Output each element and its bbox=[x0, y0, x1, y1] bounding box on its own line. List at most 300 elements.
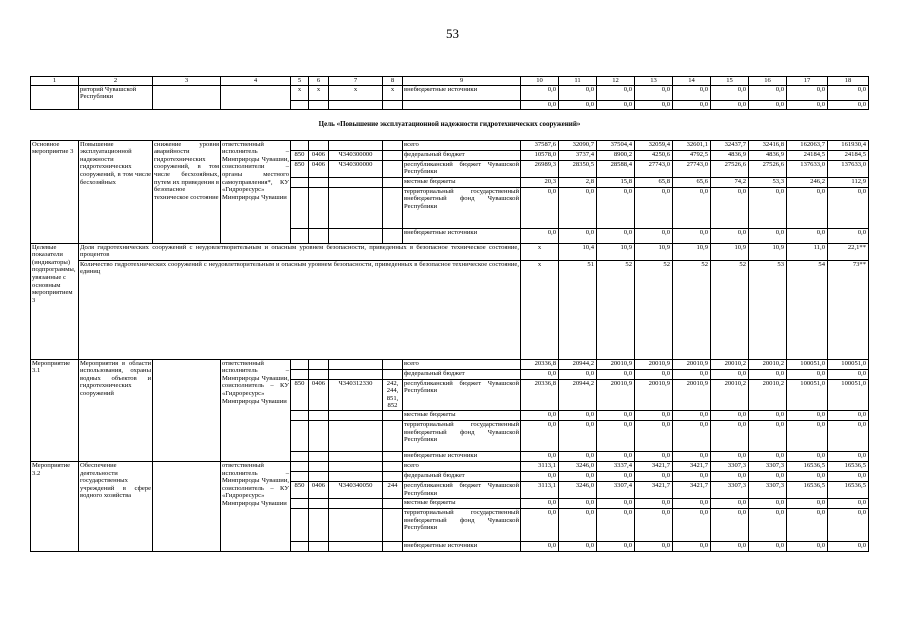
table-cell bbox=[329, 498, 383, 508]
table-cell bbox=[329, 471, 383, 481]
table-cell: Ч340340050 bbox=[329, 481, 383, 498]
value-cell: 2,8 bbox=[559, 177, 597, 187]
value-cell: 0,0 bbox=[559, 451, 597, 461]
value-cell: 100051,0 bbox=[787, 379, 828, 410]
value-cell: 0,0 bbox=[828, 85, 869, 100]
table-cell bbox=[309, 187, 329, 228]
value-cell: 0,0 bbox=[673, 369, 711, 379]
value-cell: 16536,5 bbox=[828, 481, 869, 498]
table-cell bbox=[153, 85, 221, 109]
value-cell: 52 bbox=[711, 260, 749, 359]
funding-source: внебюджетные источники bbox=[403, 85, 521, 100]
value-cell: 0,0 bbox=[597, 508, 635, 541]
value-cell: 54 bbox=[787, 260, 828, 359]
table-cell bbox=[329, 359, 383, 369]
event-executor: ответственный исполнитель – Минприроды Чувашии, соисполнители – органы местного самоуправления*, КУ «Гидроресурс» Минприроды Чувашии bbox=[221, 140, 291, 243]
table-cell bbox=[329, 140, 383, 150]
value-cell: 0,0 bbox=[521, 85, 559, 100]
value-cell: 0,0 bbox=[711, 451, 749, 461]
table-cell bbox=[329, 100, 383, 109]
value-cell: 0,0 bbox=[635, 228, 673, 243]
event-name: Повышение эксплуатационной надежности гидротехнических сооружений, в том числе бесхозяйных bbox=[79, 140, 153, 243]
value-cell: 0,0 bbox=[521, 451, 559, 461]
value-cell: 0,0 bbox=[787, 85, 828, 100]
value-cell: 0,0 bbox=[711, 100, 749, 109]
value-cell: 32601,1 bbox=[673, 140, 711, 150]
value-cell: 0,0 bbox=[635, 451, 673, 461]
value-cell: 0,0 bbox=[559, 541, 597, 551]
value-cell: 51 bbox=[559, 260, 597, 359]
table-cell bbox=[329, 420, 383, 451]
value-cell: 0,0 bbox=[673, 508, 711, 541]
table-cell bbox=[383, 410, 403, 420]
event-label: Мероприятие 3.2 bbox=[31, 461, 79, 551]
table-cell: х bbox=[291, 85, 309, 100]
table-cell: 850 bbox=[291, 160, 309, 177]
value-cell: 0,0 bbox=[749, 410, 787, 420]
table-cell: Ч340312330 bbox=[329, 379, 383, 410]
table-cell bbox=[383, 177, 403, 187]
table-cell bbox=[309, 228, 329, 243]
value-cell: 0,0 bbox=[635, 420, 673, 451]
event-name: риторий Чувашской Республики bbox=[79, 85, 153, 109]
column-number: 9 bbox=[403, 77, 521, 86]
funding-source: федеральный бюджет bbox=[403, 369, 521, 379]
table-cell bbox=[291, 498, 309, 508]
value-cell: 0,0 bbox=[559, 420, 597, 451]
value-cell: 0,0 bbox=[828, 541, 869, 551]
table-cell: 850 bbox=[291, 481, 309, 498]
funding-source: территориальный государственный внебюджетный фонд Чувашской Республики bbox=[403, 508, 521, 541]
table-cell bbox=[383, 498, 403, 508]
value-cell: 3421,7 bbox=[673, 461, 711, 471]
value-cell: 0,0 bbox=[597, 410, 635, 420]
value-cell: 10,9 bbox=[597, 243, 635, 260]
page-number: 53 bbox=[446, 26, 459, 41]
value-cell: 0,0 bbox=[673, 498, 711, 508]
table-row bbox=[31, 140, 869, 150]
funding-source: местные бюджеты bbox=[403, 410, 521, 420]
value-cell: 0,0 bbox=[635, 187, 673, 228]
value-cell: 0,0 bbox=[635, 498, 673, 508]
value-cell: 10,9 bbox=[749, 243, 787, 260]
table-cell bbox=[309, 461, 329, 471]
value-cell: 16536,5 bbox=[787, 461, 828, 471]
column-number: 6 bbox=[309, 77, 329, 86]
value-cell: 3421,7 bbox=[635, 481, 673, 498]
value-cell: 24184,5 bbox=[828, 150, 869, 160]
value-cell: 0,0 bbox=[787, 541, 828, 551]
value-cell: 0,0 bbox=[711, 541, 749, 551]
table-cell bbox=[291, 508, 309, 541]
column-number: 15 bbox=[711, 77, 749, 86]
value-cell: 3246,0 bbox=[559, 461, 597, 471]
value-cell: 10,9 bbox=[711, 243, 749, 260]
value-cell: 28350,5 bbox=[559, 160, 597, 177]
value-cell: 0,0 bbox=[749, 100, 787, 109]
table-cell bbox=[291, 541, 309, 551]
table-cell bbox=[221, 85, 291, 109]
table-cell bbox=[383, 140, 403, 150]
table-cell bbox=[291, 451, 309, 461]
value-cell: 10,9 bbox=[635, 243, 673, 260]
value-cell: 3421,7 bbox=[673, 481, 711, 498]
table-cell bbox=[329, 410, 383, 420]
table-cell bbox=[309, 420, 329, 451]
value-cell: 0,0 bbox=[749, 471, 787, 481]
value-cell: 0,0 bbox=[559, 498, 597, 508]
value-cell: 161930,4 bbox=[828, 140, 869, 150]
value-cell: 3421,7 bbox=[635, 461, 673, 471]
value-cell: 3307,3 bbox=[711, 461, 749, 471]
value-cell: 0,0 bbox=[521, 471, 559, 481]
value-cell: 20010,9 bbox=[673, 379, 711, 410]
column-number: 5 bbox=[291, 77, 309, 86]
table-cell bbox=[383, 100, 403, 109]
table-cell: х bbox=[329, 85, 383, 100]
value-cell: 52 bbox=[673, 260, 711, 359]
value-cell: 27526,6 bbox=[749, 160, 787, 177]
funding-source: местные бюджеты bbox=[403, 498, 521, 508]
value-cell: 20336,8 bbox=[521, 379, 559, 410]
table-cell: 850 bbox=[291, 379, 309, 410]
funding-source: территориальный государственный внебюджетный фонд Чувашской Республики bbox=[403, 187, 521, 228]
value-cell: 37504,4 bbox=[597, 140, 635, 150]
value-cell: 3113,1 bbox=[521, 481, 559, 498]
value-cell: 0,0 bbox=[635, 471, 673, 481]
value-cell: 0,0 bbox=[635, 100, 673, 109]
table-cell bbox=[383, 420, 403, 451]
table-cell: х bbox=[309, 85, 329, 100]
value-cell: 0,0 bbox=[673, 541, 711, 551]
program-table bbox=[30, 76, 869, 552]
column-number: 4 bbox=[221, 77, 291, 86]
value-cell: 0,0 bbox=[711, 410, 749, 420]
table-cell bbox=[383, 471, 403, 481]
value-cell: 0,0 bbox=[521, 187, 559, 228]
value-cell: 4836,9 bbox=[749, 150, 787, 160]
value-cell: 0,0 bbox=[635, 541, 673, 551]
value-cell: 0,0 bbox=[711, 85, 749, 100]
table-cell bbox=[383, 461, 403, 471]
value-cell: 0,0 bbox=[597, 228, 635, 243]
value-cell: 0,0 bbox=[673, 187, 711, 228]
table-cell bbox=[291, 471, 309, 481]
value-cell: 0,0 bbox=[828, 410, 869, 420]
value-cell: 0,0 bbox=[787, 228, 828, 243]
table-cell bbox=[291, 187, 309, 228]
value-cell: 0,0 bbox=[787, 471, 828, 481]
value-cell: 0,0 bbox=[597, 451, 635, 461]
value-cell: 0,0 bbox=[828, 369, 869, 379]
column-number: 1 bbox=[31, 77, 79, 86]
value-cell: 4250,6 bbox=[635, 150, 673, 160]
header-row bbox=[31, 77, 869, 86]
table-cell bbox=[309, 140, 329, 150]
value-cell: 0,0 bbox=[787, 187, 828, 228]
value-cell: 3337,4 bbox=[597, 461, 635, 471]
table-cell: 0406 bbox=[309, 160, 329, 177]
column-number: 17 bbox=[787, 77, 828, 86]
value-cell: 3307,3 bbox=[749, 481, 787, 498]
table-cell bbox=[309, 100, 329, 109]
value-cell: 27743,0 bbox=[635, 160, 673, 177]
value-cell: 0,0 bbox=[559, 410, 597, 420]
value-cell: 74,2 bbox=[711, 177, 749, 187]
value-cell: 28588,4 bbox=[597, 160, 635, 177]
value-cell: 20,3 bbox=[521, 177, 559, 187]
funding-source: всего bbox=[403, 140, 521, 150]
table-cell bbox=[309, 369, 329, 379]
value-cell: 15,8 bbox=[597, 177, 635, 187]
column-number: 16 bbox=[749, 77, 787, 86]
value-cell: 0,0 bbox=[635, 85, 673, 100]
value-cell: 20010,2 bbox=[749, 379, 787, 410]
table-cell bbox=[291, 177, 309, 187]
value-cell: 0,0 bbox=[597, 498, 635, 508]
value-cell: 3113,1 bbox=[521, 461, 559, 471]
value-cell: 0,0 bbox=[749, 369, 787, 379]
value-cell: 20010,2 bbox=[749, 359, 787, 369]
event-executor: ответственный исполнитель – Минприроды Чувашии, соисполнитель – КУ «Гидроресурс» Минприроды Чувашии bbox=[221, 359, 291, 461]
value-cell: 0,0 bbox=[521, 508, 559, 541]
table-cell bbox=[291, 369, 309, 379]
table-cell bbox=[309, 410, 329, 420]
value-cell: 32090,7 bbox=[559, 140, 597, 150]
value-cell: 0,0 bbox=[597, 420, 635, 451]
funding-source: внебюджетные источники bbox=[403, 541, 521, 551]
event-task: снижение уровня аварийности гидротехнических сооружений, в том числе бесхозяйных, путем их приведения в безопасное техническое состояние bbox=[153, 140, 221, 243]
value-cell: 0,0 bbox=[559, 471, 597, 481]
table-cell bbox=[291, 100, 309, 109]
value-cell: 20944,2 bbox=[559, 379, 597, 410]
funding-source: федеральный бюджет bbox=[403, 150, 521, 160]
value-cell: 0,0 bbox=[749, 451, 787, 461]
funding-source: республиканский бюджет Чувашской Республики bbox=[404, 160, 519, 176]
value-cell: 246,2 bbox=[787, 177, 828, 187]
value-cell: 0,0 bbox=[711, 508, 749, 541]
value-cell: 0,0 bbox=[749, 85, 787, 100]
value-cell: 0,0 bbox=[635, 508, 673, 541]
table-cell bbox=[329, 228, 383, 243]
value-cell: 0,0 bbox=[787, 498, 828, 508]
table-cell bbox=[383, 160, 403, 177]
value-cell: 20010,9 bbox=[673, 359, 711, 369]
value-cell: 0,0 bbox=[711, 369, 749, 379]
funding-source: внебюджетные источники bbox=[403, 228, 521, 243]
table-row bbox=[31, 359, 869, 369]
value-cell: 162063,7 bbox=[787, 140, 828, 150]
value-cell: 0,0 bbox=[559, 85, 597, 100]
table-cell bbox=[309, 541, 329, 551]
value-cell: 0,0 bbox=[559, 100, 597, 109]
value-cell: 0,0 bbox=[521, 420, 559, 451]
table-cell bbox=[309, 508, 329, 541]
value-cell: 0,0 bbox=[828, 498, 869, 508]
value-cell: 0,0 bbox=[787, 100, 828, 109]
value-cell: 32416,8 bbox=[749, 140, 787, 150]
table-cell bbox=[329, 541, 383, 551]
column-number: 7 bbox=[329, 77, 383, 86]
table-cell bbox=[291, 461, 309, 471]
table-cell bbox=[329, 177, 383, 187]
value-cell: 0,0 bbox=[787, 508, 828, 541]
value-cell: 0,0 bbox=[521, 228, 559, 243]
value-cell: 20336,8 bbox=[521, 359, 559, 369]
funding-source: внебюджетные источники bbox=[403, 451, 521, 461]
value-cell: 26989,3 bbox=[521, 160, 559, 177]
table-cell bbox=[329, 461, 383, 471]
table-cell: Ч340300000 bbox=[329, 150, 383, 160]
table-cell: 0406 bbox=[309, 150, 329, 160]
value-cell: 0,0 bbox=[521, 369, 559, 379]
value-cell: 0,0 bbox=[673, 420, 711, 451]
column-number: 14 bbox=[673, 77, 711, 86]
value-cell: 0,0 bbox=[787, 420, 828, 451]
column-number: 3 bbox=[153, 77, 221, 86]
table-cell bbox=[329, 451, 383, 461]
value-cell: 0,0 bbox=[635, 410, 673, 420]
value-cell: 0,0 bbox=[521, 541, 559, 551]
value-cell: 0,0 bbox=[559, 187, 597, 228]
value-cell: 20010,9 bbox=[597, 359, 635, 369]
value-cell: 0,0 bbox=[597, 85, 635, 100]
value-cell: 0,0 bbox=[787, 369, 828, 379]
value-cell: 52 bbox=[635, 260, 673, 359]
value-cell: 27526,6 bbox=[711, 160, 749, 177]
table-cell bbox=[383, 369, 403, 379]
table-cell: х bbox=[383, 85, 403, 100]
value-cell: 0,0 bbox=[559, 228, 597, 243]
value-cell: 3246,0 bbox=[559, 481, 597, 498]
event-label: Основное мероприятие 3 bbox=[31, 140, 79, 243]
table-cell bbox=[309, 498, 329, 508]
event-name: Обеспечение деятельности государственных учреждений в сфере водного хозяйства bbox=[79, 461, 153, 551]
table-cell: х bbox=[521, 243, 559, 260]
value-cell: 11,0 bbox=[787, 243, 828, 260]
table-cell bbox=[291, 228, 309, 243]
table-cell bbox=[383, 451, 403, 461]
value-cell: 8900,2 bbox=[597, 150, 635, 160]
table-cell bbox=[383, 541, 403, 551]
value-cell: 52 bbox=[597, 260, 635, 359]
value-cell: 3307,4 bbox=[597, 481, 635, 498]
funding-source: республиканский бюджет Чувашской Республики bbox=[404, 481, 519, 497]
value-cell: 3307,3 bbox=[749, 461, 787, 471]
value-cell: 0,0 bbox=[749, 508, 787, 541]
value-cell: 100051,0 bbox=[828, 379, 869, 410]
table-cell: 850 bbox=[291, 150, 309, 160]
column-number: 8 bbox=[383, 77, 403, 86]
value-cell: 0,0 bbox=[828, 451, 869, 461]
value-cell: 0,0 bbox=[828, 228, 869, 243]
goal-row bbox=[31, 109, 869, 140]
event-executor: ответственный исполнитель – Минприроды Чувашии, соисполнитель – КУ «Гидроресурс» Минприроды Чувашии bbox=[221, 461, 291, 551]
value-cell: 0,0 bbox=[711, 498, 749, 508]
value-cell: 20010,2 bbox=[711, 359, 749, 369]
value-cell: 65,8 bbox=[635, 177, 673, 187]
value-cell: 22,1** bbox=[828, 243, 869, 260]
funding-source: территориальный государственный внебюджетный фонд Чувашской Республики bbox=[403, 420, 521, 451]
table-cell: 0406 bbox=[309, 379, 329, 410]
table-cell: 0406 bbox=[309, 481, 329, 498]
funding-source: федеральный бюджет bbox=[403, 471, 521, 481]
funding-source: республиканский бюджет Чувашской Республики bbox=[403, 379, 521, 410]
table-cell bbox=[383, 508, 403, 541]
value-cell: 0,0 bbox=[597, 100, 635, 109]
table-cell bbox=[291, 420, 309, 451]
value-cell: 0,0 bbox=[787, 451, 828, 461]
value-cell: 0,0 bbox=[635, 369, 673, 379]
value-cell: 0,0 bbox=[749, 187, 787, 228]
value-cell: 4836,9 bbox=[711, 150, 749, 160]
table-cell bbox=[329, 369, 383, 379]
table-row bbox=[31, 85, 869, 100]
value-cell: 0,0 bbox=[597, 369, 635, 379]
table-row bbox=[31, 461, 869, 471]
value-cell: 0,0 bbox=[597, 541, 635, 551]
value-cell: 0,0 bbox=[521, 100, 559, 109]
value-cell: 65,6 bbox=[673, 177, 711, 187]
table-cell bbox=[329, 187, 383, 228]
value-cell: 0,0 bbox=[711, 187, 749, 228]
table-cell bbox=[309, 359, 329, 369]
value-cell: 112,9 bbox=[828, 177, 869, 187]
value-cell: 3737,4 bbox=[559, 150, 597, 160]
table-cell bbox=[291, 410, 309, 420]
value-cell: 100051,0 bbox=[828, 359, 869, 369]
value-cell: 0,0 bbox=[828, 471, 869, 481]
value-cell: 0,0 bbox=[673, 471, 711, 481]
value-cell: 137633,0 bbox=[787, 160, 828, 177]
value-cell: 0,0 bbox=[597, 471, 635, 481]
value-cell: 0,0 bbox=[828, 420, 869, 451]
value-cell: 53,3 bbox=[749, 177, 787, 187]
value-cell: 0,0 bbox=[749, 228, 787, 243]
column-number: 2 bbox=[79, 77, 153, 86]
funding-source: всего bbox=[403, 359, 521, 369]
target-row bbox=[31, 243, 869, 260]
value-cell: 0,0 bbox=[749, 498, 787, 508]
value-cell: 0,0 bbox=[711, 420, 749, 451]
value-cell: 20944,2 bbox=[559, 359, 597, 369]
value-cell: 0,0 bbox=[749, 420, 787, 451]
table-cell bbox=[383, 228, 403, 243]
value-cell: 0,0 bbox=[559, 508, 597, 541]
value-cell: 10578,0 bbox=[521, 150, 559, 160]
value-cell: 20010,9 bbox=[635, 379, 673, 410]
value-cell: 24184,5 bbox=[787, 150, 828, 160]
value-cell: 73** bbox=[828, 260, 869, 359]
table-cell bbox=[309, 177, 329, 187]
value-cell: 20010,9 bbox=[597, 379, 635, 410]
value-cell: 10,4 bbox=[559, 243, 597, 260]
value-cell: 0,0 bbox=[828, 508, 869, 541]
column-number: 11 bbox=[559, 77, 597, 86]
value-cell: 0,0 bbox=[521, 410, 559, 420]
indicator-text: Доля гидротехнических сооружений с неудовлетворительным и опасным уровнем безопасности, приведенных в безопасное техническое состояние, процентов bbox=[80, 243, 519, 259]
event-task bbox=[153, 359, 221, 461]
value-cell: 16536,5 bbox=[828, 461, 869, 471]
table-cell: 242, 244, 851, 852 bbox=[383, 379, 403, 410]
table-cell: х bbox=[521, 260, 559, 359]
table-cell bbox=[329, 508, 383, 541]
value-cell: 0,0 bbox=[673, 228, 711, 243]
value-cell: 32437,7 bbox=[711, 140, 749, 150]
column-number: 13 bbox=[635, 77, 673, 86]
value-cell: 0,0 bbox=[559, 369, 597, 379]
goal-title: Цель «Повышение эксплуатационной надежности гидротехнических сооружений» bbox=[31, 109, 869, 140]
